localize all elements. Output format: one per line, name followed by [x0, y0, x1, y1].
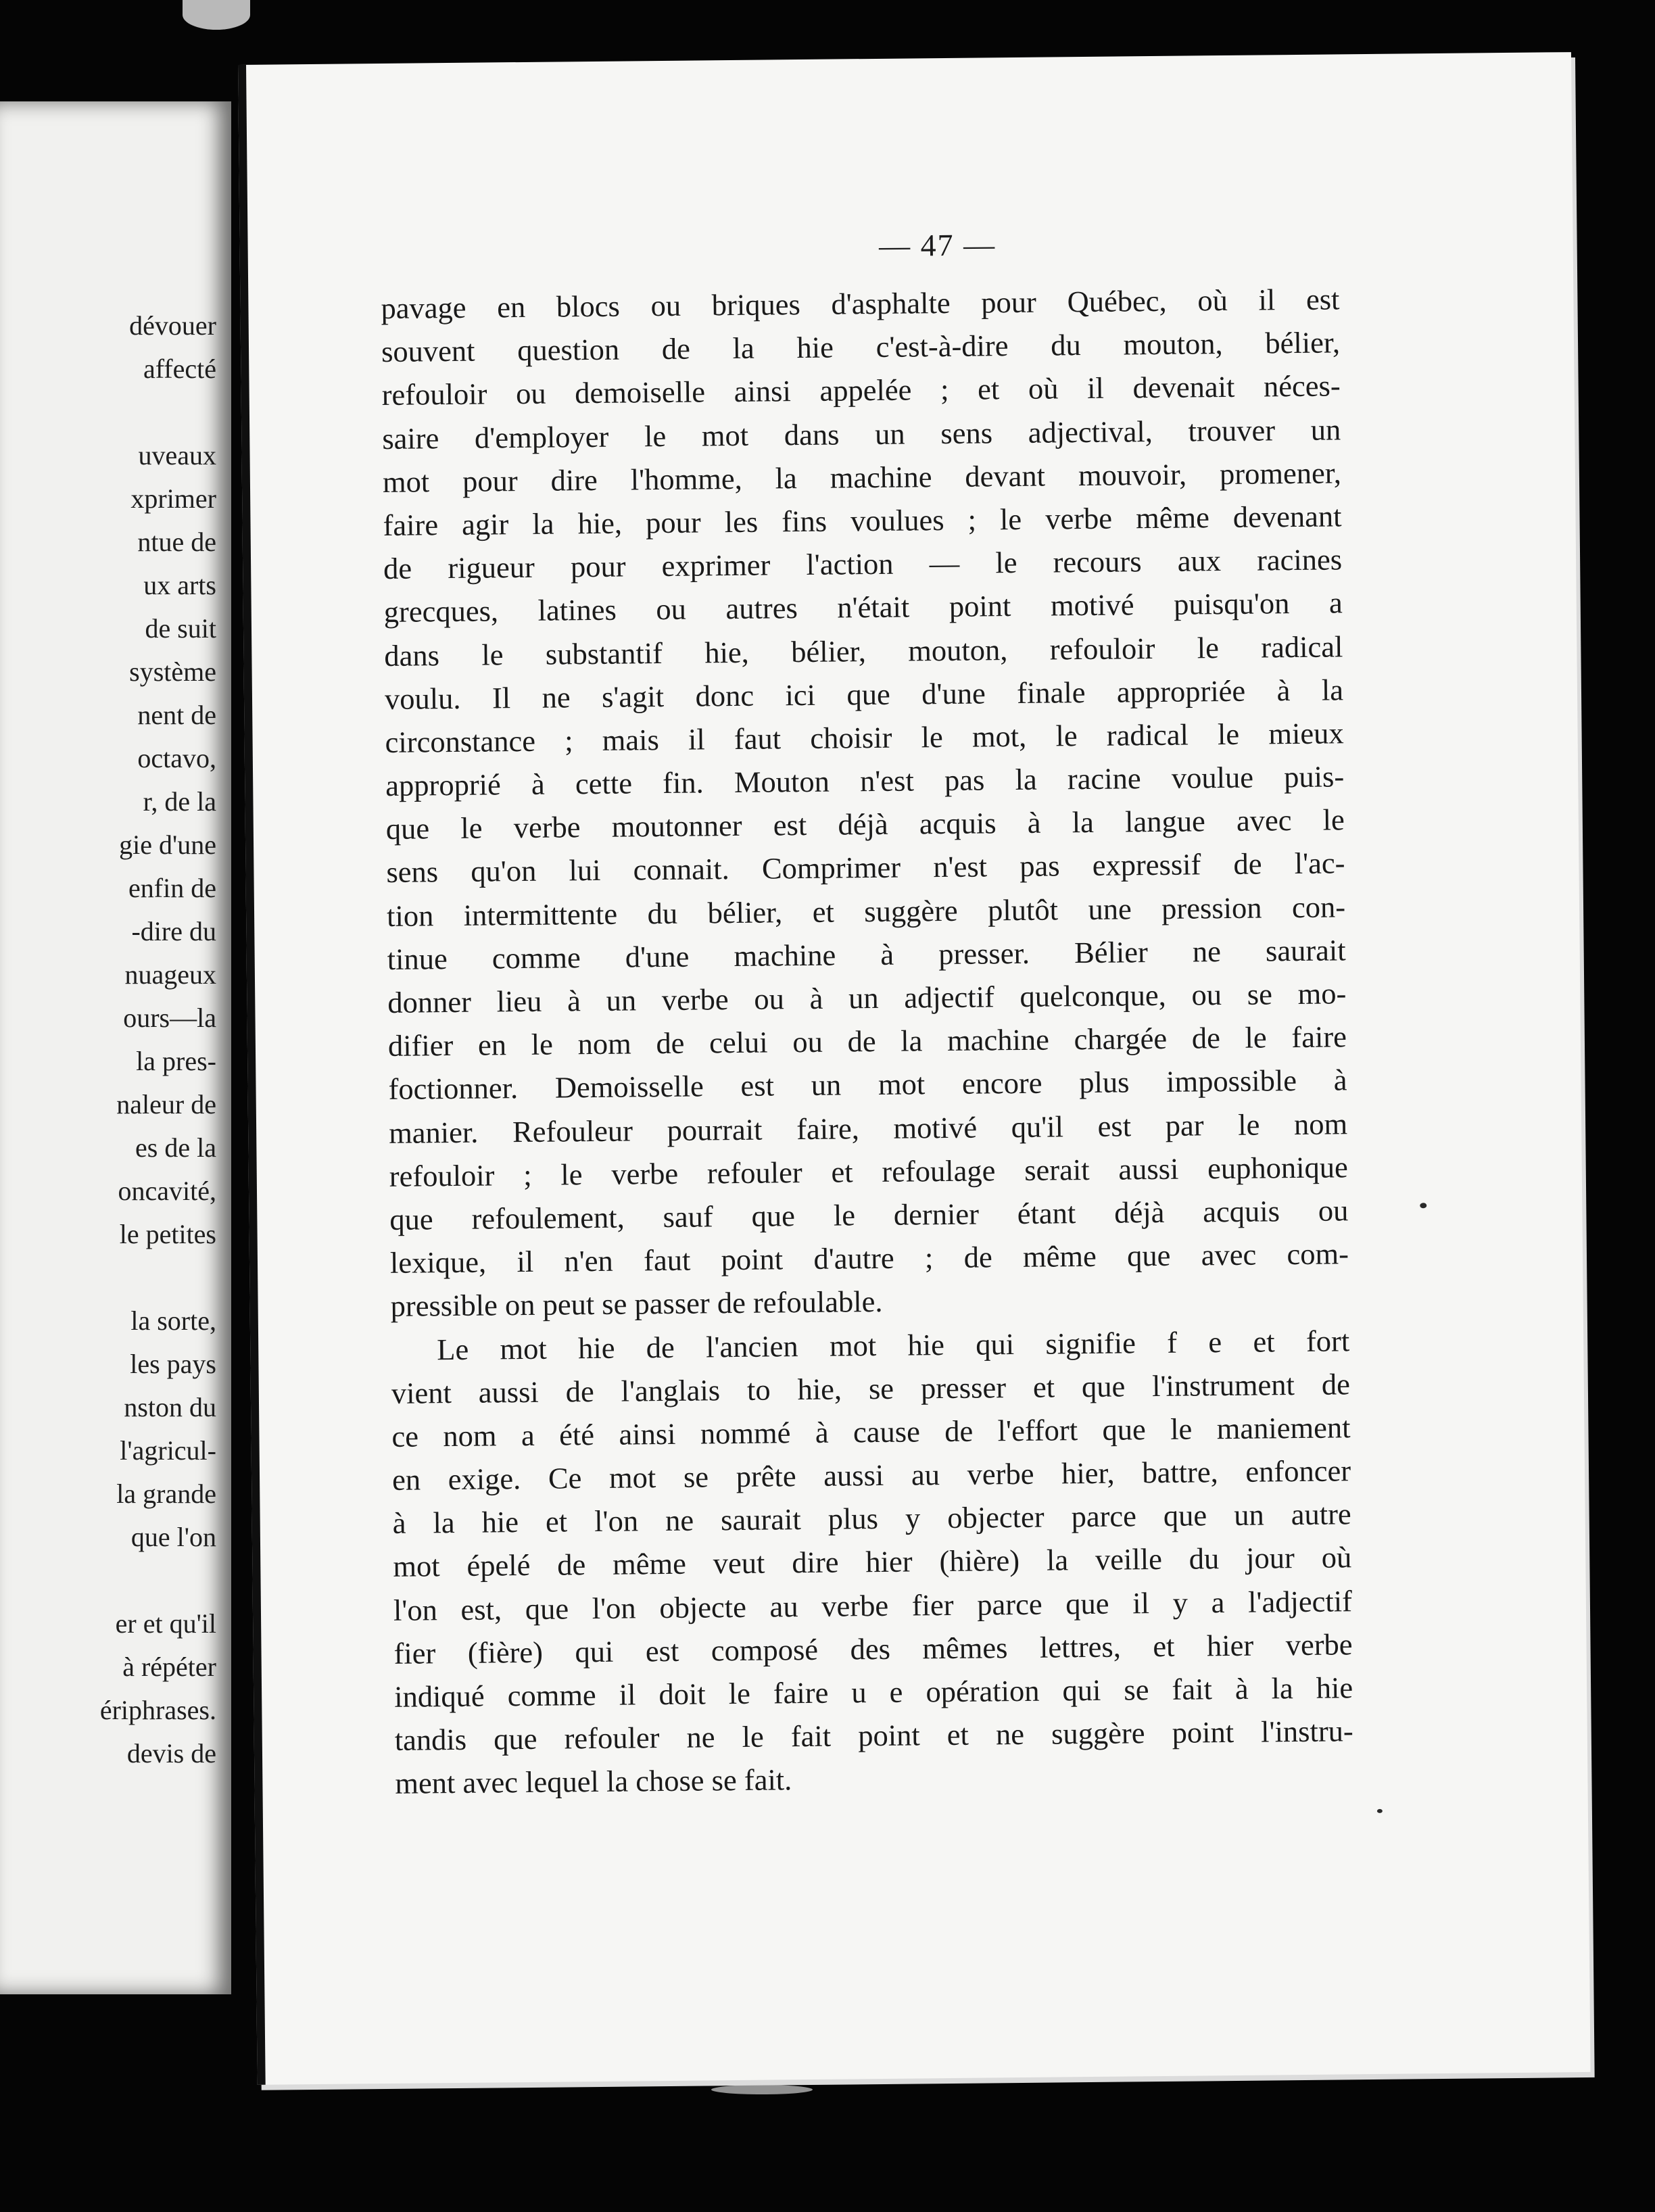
text-line: pressible on peut se passer de refoulable. — [390, 1284, 883, 1324]
text-line: fier (fière) qui est composé des mêmes lettres, et hier verbe — [393, 1627, 1353, 1670]
book-page — [238, 52, 1591, 2085]
previous-page-line: à répéter — [122, 1652, 216, 1682]
previous-page-line: que l'on — [130, 1522, 216, 1552]
dust-speck — [1420, 1203, 1426, 1208]
previous-page-line: ours—la — [123, 1003, 216, 1033]
previous-page-line: es de la — [135, 1132, 216, 1163]
text-line: que refoulement, sauf que le dernier étant déjà acquis ou — [389, 1193, 1349, 1236]
previous-page-line: ériphrases. — [99, 1695, 216, 1725]
previous-page-line: nston du — [124, 1392, 216, 1422]
previous-page-line: système — [129, 656, 216, 687]
text-line: refouloir ; le verbe refouler et refoulage serait aussi euphonique — [389, 1150, 1348, 1193]
text-line: tion intermittente du bélier, et suggère plutôt une pression con- — [386, 889, 1346, 933]
text-line: faire agir la hie, pour les fins voulues ; le verbe même devenant — [383, 499, 1342, 542]
previous-page-line: uveaux — [138, 440, 216, 471]
text-line: à la hie et l'on ne saurait plus y objecter parce que un autre — [392, 1497, 1351, 1541]
previous-page-line: nuageux — [124, 959, 216, 990]
previous-page-line: ux arts — [143, 570, 216, 600]
text-line: pavage en blocs ou briques d'asphalte pour Québec, où il est — [381, 282, 1340, 325]
text-line: manier. Refouleur pourrait faire, motivé qu'il est par le nom — [388, 1106, 1348, 1150]
text-line: indiqué comme il doit le faire u e opération qui se fait à la hie — [393, 1670, 1353, 1714]
page-body-text — [381, 277, 1353, 1805]
previous-page-line: dévouer — [129, 310, 216, 341]
dust-speck — [1377, 1809, 1383, 1813]
text-line: difier en le nom de celui ou de la machine chargée de le faire — [387, 1019, 1347, 1063]
text-line: mot pour dire l'homme, la machine devant mouvoir, promener, — [382, 456, 1342, 499]
previous-page-line: -dire du — [131, 916, 216, 946]
text-line: refouloir ou demoiselle ainsi appelée ; et où il devenait néces- — [381, 368, 1341, 412]
previous-page-line — [0, 391, 216, 434]
previous-page-line: de suit — [145, 613, 216, 644]
text-line: en exige. Ce mot se prête aussi au verbe hier, battre, enfoncer — [391, 1453, 1351, 1497]
scan-artifact — [711, 2085, 813, 2094]
text-line: donner lieu à un verbe ou à un adjectif quelconque, ou se mo- — [387, 976, 1347, 1019]
previous-page-line: ntue de — [137, 527, 216, 557]
text-line: saire d'employer le mot dans un sens adjectival, trouver un — [382, 412, 1341, 456]
previous-page-line: er et qu'il — [115, 1608, 216, 1639]
previous-page-line — [0, 1559, 216, 1602]
previous-page-fragment — [0, 101, 231, 1994]
previous-page-line: la pres- — [136, 1046, 216, 1076]
text-line: de rigueur pour exprimer l'action — le recours aux racines — [383, 542, 1343, 586]
text-line: foctionner. Demoisselle est un mot encore plus impossible à — [388, 1063, 1347, 1107]
text-line: souvent question de la hie c'est-à-dire du mouton, bélier, — [381, 325, 1341, 369]
text-line: dans le substantif hie, bélier, mouton, refouloir le radical — [384, 629, 1343, 673]
text-line: lexique, il n'en faut point d'autre ; de même que avec com- — [389, 1236, 1349, 1280]
text-line: circonstance ; mais il faut choisir le mot, le radical le mieux — [385, 716, 1344, 759]
previous-page-line: nent de — [137, 700, 216, 730]
previous-page-line: enfin de — [128, 873, 216, 903]
previous-page-line: affecté — [143, 354, 216, 384]
text-line: tinue comme d'une machine à presser. Bélier ne saurait — [387, 933, 1346, 976]
text-line: que le verbe moutonner est déjà acquis à la langue avec le — [385, 802, 1345, 846]
text-line: vient aussi de l'anglais to hie, se presser et que l'instrument de — [391, 1366, 1351, 1410]
previous-page-line: gie d'une — [119, 830, 216, 860]
previous-page-line: xprimer — [130, 483, 216, 514]
text-line: Le mot hie de l'ancien mot hie qui signifie f e et fort — [437, 1323, 1350, 1366]
previous-page-line: naleur de — [116, 1089, 216, 1120]
previous-page-line: devis de — [126, 1738, 216, 1769]
previous-page-line: la grande — [116, 1478, 216, 1509]
text-line: voulu. Il ne s'agit donc ici que d'une finale appropriée à la — [384, 673, 1344, 716]
scan-artifact — [183, 0, 250, 30]
text-line: l'on est, que l'on objecte au verbe fier parce que il y a l'adjectif — [393, 1583, 1353, 1627]
previous-page-line: oncavité, — [118, 1176, 216, 1206]
previous-page-line: le petites — [119, 1219, 216, 1249]
text-line: approprié à cette fin. Mouton n'est pas la racine voulue puis- — [385, 759, 1345, 803]
previous-page-line: octavo, — [137, 743, 216, 773]
previous-page-line: l'agricul- — [120, 1435, 216, 1466]
text-line: grecques, latines ou autres n'était point motivé puisqu'on a — [383, 585, 1343, 629]
previous-page-text — [0, 304, 216, 1775]
previous-page-line — [0, 1256, 216, 1299]
text-line: mot épelé de même veut dire hier (hière) la veille du jour où — [393, 1540, 1352, 1584]
text-line: tandis que refouler ne le fait point et ne suggère point l'instru- — [394, 1714, 1353, 1758]
previous-page-line: r, de la — [143, 786, 216, 817]
text-line: sens qu'on lui connait. Comprimer n'est pas expressif de l'ac- — [386, 846, 1345, 890]
text-line: ment avec lequel la chose se fait. — [395, 1762, 792, 1801]
page-number: — 47 — — [878, 227, 997, 263]
previous-page-line: la sorte, — [130, 1305, 216, 1336]
previous-page-line: les pays — [130, 1349, 216, 1379]
text-line: ce nom a été ainsi nommé à cause de l'effort que le maniement — [391, 1410, 1351, 1453]
